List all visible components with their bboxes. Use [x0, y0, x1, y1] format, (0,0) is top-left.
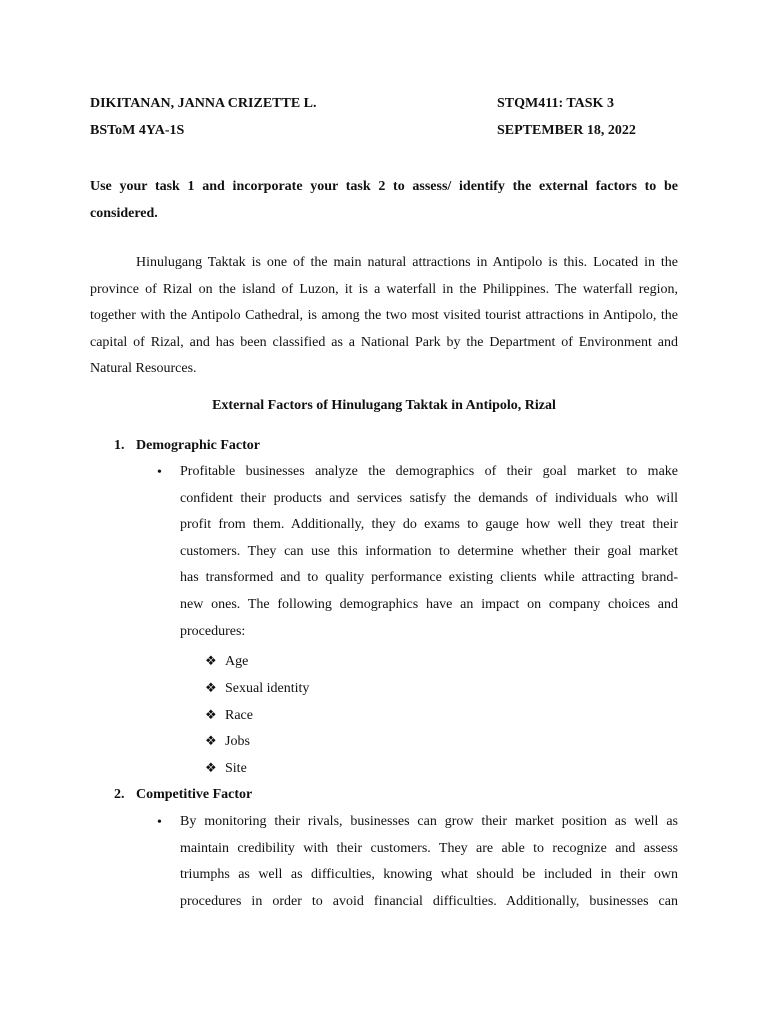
list-item-label: Site — [225, 761, 247, 776]
section-title: External Factors of Hinulugang Taktak in Antipolo, Rizal — [212, 398, 556, 413]
paragraph-line: triumphs as well as difficulties, knowing what should be included in their own — [180, 867, 678, 883]
factor-title: Demographic Factor — [136, 438, 261, 453]
list-item — [205, 653, 248, 670]
paragraph-line: has transformed and to quality performance existing clients while attracting brand- — [180, 570, 678, 586]
intro-paragraph: Hinulugang Taktak is one of the main natural attractions in Antipolo is this. Located in the province of Rizal on the island of Luzon, it is a waterfall in the Philippines. The waterfall region, together with the Antipolo Cathedral, is among the two most visited tourist attractions in Antipolo, the capital of Rizal, and has been classified as a National Park by the Department of Environment and Natural Resources. — [90, 255, 678, 377]
paragraph-line: procedures in order to avoid financial difficulties. Additionally, businesses can — [180, 893, 678, 909]
student-section: BSToM 4YA-1S — [90, 123, 185, 138]
list-item — [205, 680, 309, 697]
list-item — [205, 760, 247, 777]
paragraph-line: profit from them. Additionally, they do exams to gauge how well they treat their — [180, 517, 678, 533]
instruction-text: Use your task 1 and incorporate your task 2 to assess/ identify the external factors to be considered. — [90, 179, 678, 221]
diamond-bullet-icon: ❖ — [205, 733, 217, 748]
diamond-bullet-icon: ❖ — [205, 760, 217, 775]
factor-paragraph — [180, 459, 678, 645]
submission-date: SEPTEMBER 18, 2022 — [497, 123, 636, 138]
factor-paragraph — [180, 809, 678, 915]
factor-number: 2. — [114, 787, 125, 802]
list-item-label: Jobs — [225, 734, 250, 749]
paragraph-line: Profitable businesses analyze the demographics of their goal market to make — [180, 464, 678, 479]
list-item-label: Sexual identity — [225, 681, 310, 696]
paragraph-line: confident their products and services satisfy the demands of individuals who will — [180, 490, 678, 506]
paragraph-line: maintain credibility with their customers. They are able to recognize and assess — [180, 840, 678, 856]
paragraph-line: procedures: — [180, 623, 246, 639]
list-item-label: Race — [225, 708, 253, 723]
bullet-icon: • — [157, 465, 162, 480]
student-name: DIKITANAN, JANNA CRIZETTE L. — [90, 96, 317, 111]
course-task: STQM411: TASK 3 — [497, 96, 614, 111]
diamond-bullet-icon: ❖ — [205, 653, 217, 668]
list-item — [205, 707, 253, 724]
bullet-icon: • — [157, 815, 162, 830]
paragraph-line: customers. They can use this information to determine whether their goal market — [180, 543, 678, 559]
diamond-bullet-icon: ❖ — [205, 707, 217, 722]
paragraph-line: By monitoring their rivals, businesses can grow their market position as well as — [180, 814, 678, 829]
list-item — [205, 733, 250, 750]
factor-title: Competitive Factor — [136, 787, 253, 802]
factor-number: 1. — [114, 438, 125, 453]
list-item-label: Age — [225, 654, 249, 669]
paragraph-line: new ones. The following demographics have an impact on company choices and — [180, 596, 678, 612]
diamond-bullet-icon: ❖ — [205, 680, 217, 695]
